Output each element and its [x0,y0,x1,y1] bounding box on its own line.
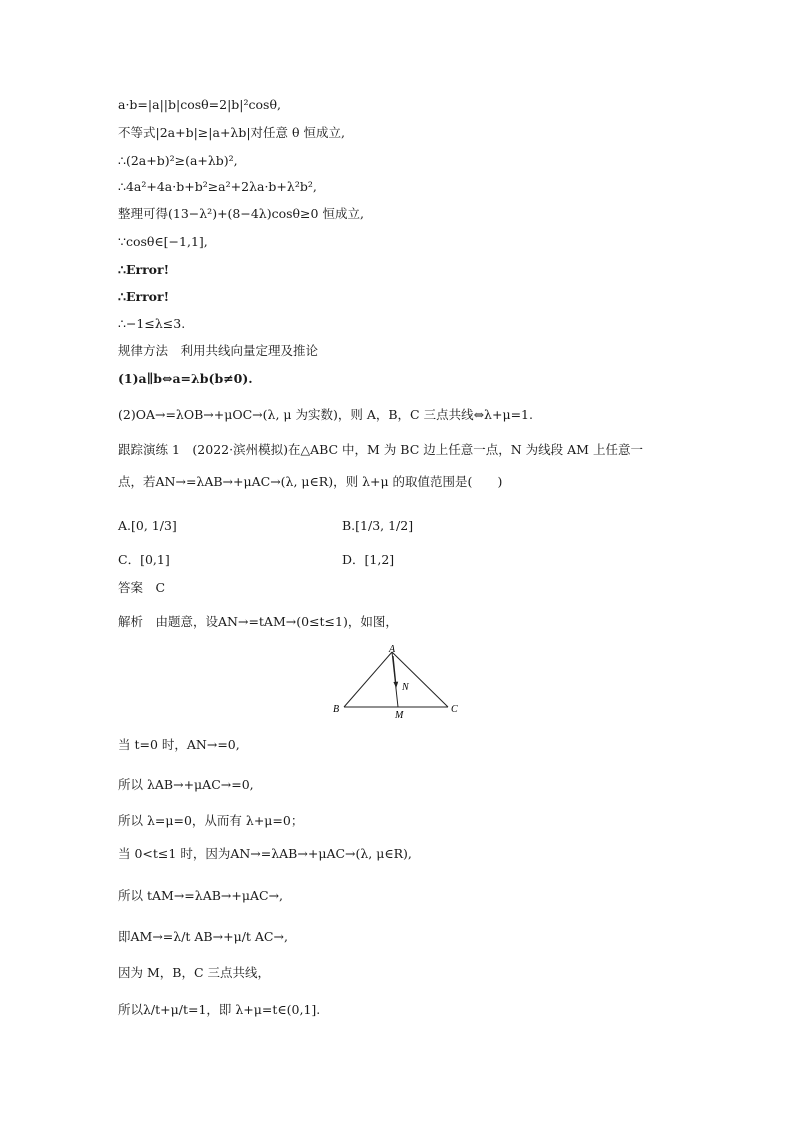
analysis-line-8: 所以λ/t+μ/t=1，即 λ+μ=t∈(0,1]. [118,1002,321,1017]
label-n: N [402,682,409,693]
arrowhead-icon [393,682,398,688]
exercise-line-1: 跟踪演练 1 (2022·滨州模拟)在△ABC 中，M 为 BC 边上任意一点，N 为线段 AM 上任意一 [118,442,643,457]
analysis-line-6: 即AM→=λ/t AB→+μ/t AC→, [118,929,288,944]
method-title: 规律方法 利用共线向量定理及推论 [118,343,319,358]
label-m: M [395,710,404,721]
solution-line-4: ∴4a²+4a·b+b²≥a²+2λa·b+λ²b², [118,179,317,194]
label-c: C [451,704,458,715]
analysis-line-4: 当 0<t≤1 时，因为AN→=λAB→+μAC→(λ, μ∈R), [118,846,412,861]
method-item-1: (1)a∥b⇔a=λb(b≠0). [118,371,253,386]
vector-an-arrow [393,656,396,686]
solution-line-5: 整理可得(13−λ²)+(8−4λ)cosθ≥0 恒成立, [118,206,364,221]
option-b: B.[1/3, 1/2] [342,518,414,533]
solution-line-8: ∴Error! [118,289,170,304]
analysis-line-3: 所以 λ=μ=0，从而有 λ+μ=0； [118,813,304,828]
label-a: A [389,644,396,655]
method-item-2: (2)OA→=λOB→+μOC→(λ, μ 为实数)，则 A，B，C 三点共线⇔λ+μ=1. [118,407,533,422]
option-a: A.[0, 1/3] [118,518,177,533]
analysis-line-1: 当 t=0 时，AN→=0, [118,737,240,752]
analysis-line-5: 所以 tAM→=λAB→+μAC→, [118,888,284,903]
label-b: B [333,704,340,715]
solution-line-2: 不等式|2a+b|≥|a+λb|对任意 θ 恒成立, [118,125,345,140]
analysis-line-2: 所以 λAB→+μAC→=0, [118,777,254,792]
option-d: D．[1,2] [342,552,395,567]
solution-line-7: ∴Error! [118,262,170,277]
solution-line-3: ∴(2a+b)²≥(a+λb)², [118,153,238,168]
option-c: C．[0,1] [118,552,170,567]
solution-line-6: ∵cosθ∈[−1,1], [118,234,208,249]
analysis-line-7: 因为 M，B，C 三点共线， [118,965,270,980]
answer-line: 答案 C [118,580,166,595]
exercise-line-2: 点，若AN→=λAB→+μAC→(λ, μ∈R)，则 λ+μ 的取值范围是( ) [118,474,503,489]
side-ab [344,652,392,707]
solution-line-1: a·b=|a||b|cosθ=2|b|²cosθ, [118,97,281,112]
solution-line-9: ∴−1≤λ≤3. [118,316,186,331]
analysis-intro: 解析 由题意，设AN→=tAM→(0≤t≤1)，如图， [118,614,398,629]
triangle-figure [330,644,470,724]
side-ac [392,652,448,707]
